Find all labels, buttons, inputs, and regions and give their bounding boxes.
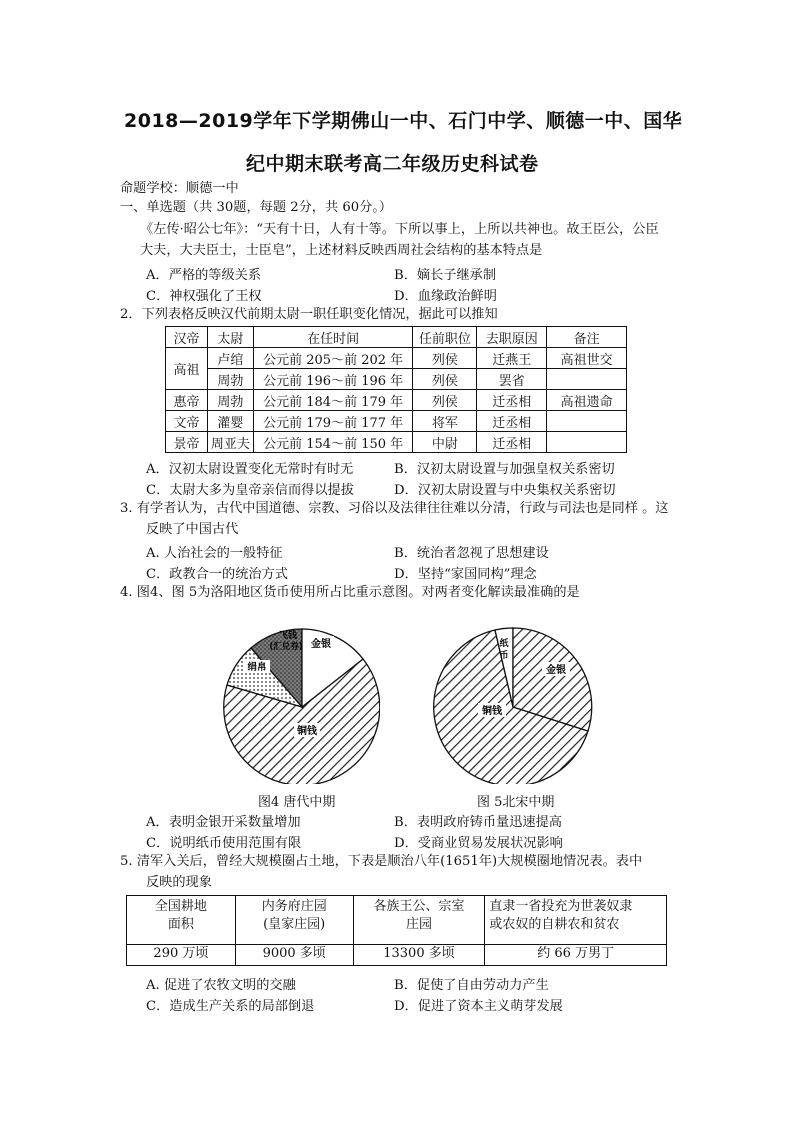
q2-cell bbox=[547, 432, 627, 453]
q5-cell: 9000 多顷 bbox=[235, 945, 353, 966]
q2-stem: 2．下列表格反映汉代前期太尉一职任职变化情况，据此可以推知 bbox=[120, 307, 498, 322]
q5-header-cell: 庄园 bbox=[405, 917, 432, 932]
q2-emperor-cell: 景帝 bbox=[166, 432, 208, 453]
q2-cell: 公元前 205～前 202 年 bbox=[253, 348, 413, 369]
q2-cell: 中尉 bbox=[413, 432, 477, 453]
q2-cell: 迁燕王 bbox=[477, 348, 547, 369]
q2-cell: 公元前 154～前 150 年 bbox=[253, 432, 413, 453]
q5-option-d: D．促进了资本主义萌芽发展 bbox=[394, 999, 563, 1014]
title-line-2: 纪中期末联考高二年级历史科试卷 bbox=[246, 153, 539, 175]
q2-cell: 公元前 184～前 179 年 bbox=[253, 390, 413, 411]
q2-cell bbox=[547, 369, 627, 390]
q2-cell: 列侯 bbox=[413, 369, 477, 390]
q5-header-cell: 各族王公、宗室 bbox=[373, 899, 465, 914]
q5-header-cell: 内务府庄园 bbox=[261, 899, 327, 914]
pie2-label-tongqian: 铜钱 bbox=[482, 706, 502, 717]
q4-stem: 4. 图4、图 5为洛阳地区货币使用所占比重示意图。对两者变化解读最准确的是 bbox=[120, 585, 580, 600]
q2-cell: 公元前 179～前 177 年 bbox=[253, 411, 413, 432]
figure-5-caption: 图 5北宋中期 bbox=[477, 795, 555, 810]
q4-option-a: A．表明金银开采数量增加 bbox=[146, 815, 301, 830]
q2-table-header bbox=[166, 327, 627, 348]
q5-stem-2: 反映的现象 bbox=[146, 875, 212, 890]
q2-cell: 卢绾 bbox=[207, 348, 253, 369]
q5-table-header bbox=[127, 896, 667, 945]
q4-option-c: C．说明纸币使用范围有限 bbox=[146, 836, 302, 851]
q2-header-cell: 去职原因 bbox=[477, 327, 547, 348]
section-heading: 一、单选题（共 30题，每题 2分，共 60分。） bbox=[120, 200, 393, 215]
q2-cell: 周亚夫 bbox=[207, 432, 253, 453]
pie2-label-jinyin: 金银 bbox=[546, 665, 566, 676]
q2-header-cell: 在任时间 bbox=[253, 327, 413, 348]
q5-cell: 13300 多顷 bbox=[353, 945, 485, 966]
table-row bbox=[166, 411, 627, 432]
q2-cell: 公元前 196～前 196 年 bbox=[253, 369, 413, 390]
pie-chart-song bbox=[430, 612, 600, 784]
q5-header-cell: (皇家庄园) bbox=[263, 917, 326, 932]
q5-cell: 约 66 万男丁 bbox=[485, 945, 667, 966]
q2-emperor-cell: 文帝 bbox=[166, 411, 208, 432]
q5-header-cell: 面积 bbox=[167, 917, 194, 932]
pie2-label-zhibi-1: 纸 bbox=[499, 639, 509, 649]
q4-option-b: B．表明政府铸币量迅速提高 bbox=[394, 815, 562, 830]
q2-header-cell: 任前职位 bbox=[413, 327, 477, 348]
q5-header-cell: 或农奴的自耕农和贫农 bbox=[489, 917, 620, 932]
q2-cell: 罢省 bbox=[477, 369, 547, 390]
q2-cell: 周勃 bbox=[207, 390, 253, 411]
q2-emperor-cell: 惠帝 bbox=[166, 390, 208, 411]
q2-option-c: C．太尉大多为皇帝亲信而得以提拔 bbox=[146, 483, 354, 498]
q2-cell: 将军 bbox=[413, 411, 477, 432]
table-row bbox=[166, 432, 627, 453]
q1-option-d: D．血缘政治鲜明 bbox=[394, 289, 497, 304]
table-row bbox=[166, 348, 627, 369]
q5-option-c: C．造成生产关系的局部倒退 bbox=[146, 999, 315, 1014]
q3-stem-1: 3. 有学者认为，古代中国道德、宗教、习俗以及法律往往难以分清，行政与司法也是同样 。这 bbox=[120, 501, 669, 516]
q2-emperor-cell: 高祖 bbox=[166, 348, 208, 390]
q5-header-cell: 全国耕地 bbox=[154, 899, 207, 914]
q2-option-b: B．汉初太尉设置与加强皇权关系密切 bbox=[394, 462, 615, 477]
table-row bbox=[166, 369, 627, 390]
q2-cell: 高祖世交 bbox=[547, 348, 627, 369]
pie1-label-feiqian-2: (汇兑券) bbox=[269, 642, 303, 652]
q1-option-b: B．嫡长子继承制 bbox=[394, 268, 497, 283]
q2-header-cell: 备注 bbox=[547, 327, 627, 348]
q2-header-cell: 太尉 bbox=[207, 327, 253, 348]
q2-cell: 灌婴 bbox=[207, 411, 253, 432]
q2-option-a: A．汉初太尉设置变化无常时有时无 bbox=[146, 462, 354, 477]
table-row bbox=[166, 390, 627, 411]
proposing-school: 命题学校：顺德一中 bbox=[120, 181, 239, 196]
q3-option-a: A. 人治社会的一般特征 bbox=[146, 546, 283, 561]
figure-4-caption: 图4 唐代中期 bbox=[258, 795, 336, 810]
pie1-label-feiqian-1: 飞钱 bbox=[278, 631, 298, 641]
q2-header-cell: 汉帝 bbox=[166, 327, 208, 348]
q2-cell: 迁丞相 bbox=[477, 411, 547, 432]
q3-option-c: C．政教合一的统治方式 bbox=[146, 567, 288, 582]
q5-option-a: A. 促进了农牧文明的交融 bbox=[146, 978, 296, 993]
q1-stem-1: 《左传·昭公七年》：“天有十日，人有十等。下所以事上，上所以共神也。故王臣公，公臣 bbox=[140, 222, 659, 237]
q2-cell: 周勃 bbox=[207, 369, 253, 390]
q2-table bbox=[165, 326, 627, 453]
q3-stem-2: 反映了中国古代 bbox=[146, 522, 239, 537]
q4-option-d: D．受商业贸易发展状况影响 bbox=[394, 836, 563, 851]
title-line-1: 2018—2019学年下学期佛山一中、石门中学、顺德一中、国华 bbox=[124, 110, 683, 132]
q1-stem-2: 大夫，大夫臣士，士臣皂”，上述材料反映西周社会结构的基本特点是 bbox=[140, 243, 543, 258]
table-row bbox=[127, 945, 667, 966]
q2-option-d: D．汉初太尉设置与中央集权关系密切 bbox=[394, 483, 616, 498]
q2-cell: 迁丞相 bbox=[477, 390, 547, 411]
q2-cell: 列侯 bbox=[413, 390, 477, 411]
q1-option-a: A．严格的等级关系 bbox=[146, 268, 262, 283]
q3-option-d: D．坚持“家国同构”理念 bbox=[394, 567, 537, 582]
q5-table bbox=[126, 895, 667, 966]
q2-cell bbox=[547, 411, 627, 432]
pie1-label-jinyin: 金银 bbox=[311, 639, 331, 650]
q2-cell: 高祖遗命 bbox=[547, 390, 627, 411]
q5-cell: 290 万顷 bbox=[127, 945, 236, 966]
q2-cell: 迁丞相 bbox=[477, 432, 547, 453]
q2-cell: 列侯 bbox=[413, 348, 477, 369]
q1-option-c: C．神权强化了王权 bbox=[146, 289, 262, 304]
pie-chart-tang bbox=[220, 612, 380, 784]
pie1-label-juanbo: 绢帛 bbox=[247, 662, 267, 673]
pie2-label-zhibi-2: 币 bbox=[499, 651, 509, 661]
q3-option-b: B．统治者忽视了思想建设 bbox=[394, 546, 549, 561]
q5-header-cell: 直隶一省投充为世袭奴隶 bbox=[489, 899, 633, 914]
q5-option-b: B．促使了自由劳动力产生 bbox=[394, 978, 549, 993]
pie1-label-tongqian: 铜钱 bbox=[297, 726, 317, 737]
q5-stem-1: 5. 清军入关后，曾经大规模圈占土地，下表是顺治八年(1651年)大规模圈地情况表。表中 bbox=[120, 854, 643, 869]
